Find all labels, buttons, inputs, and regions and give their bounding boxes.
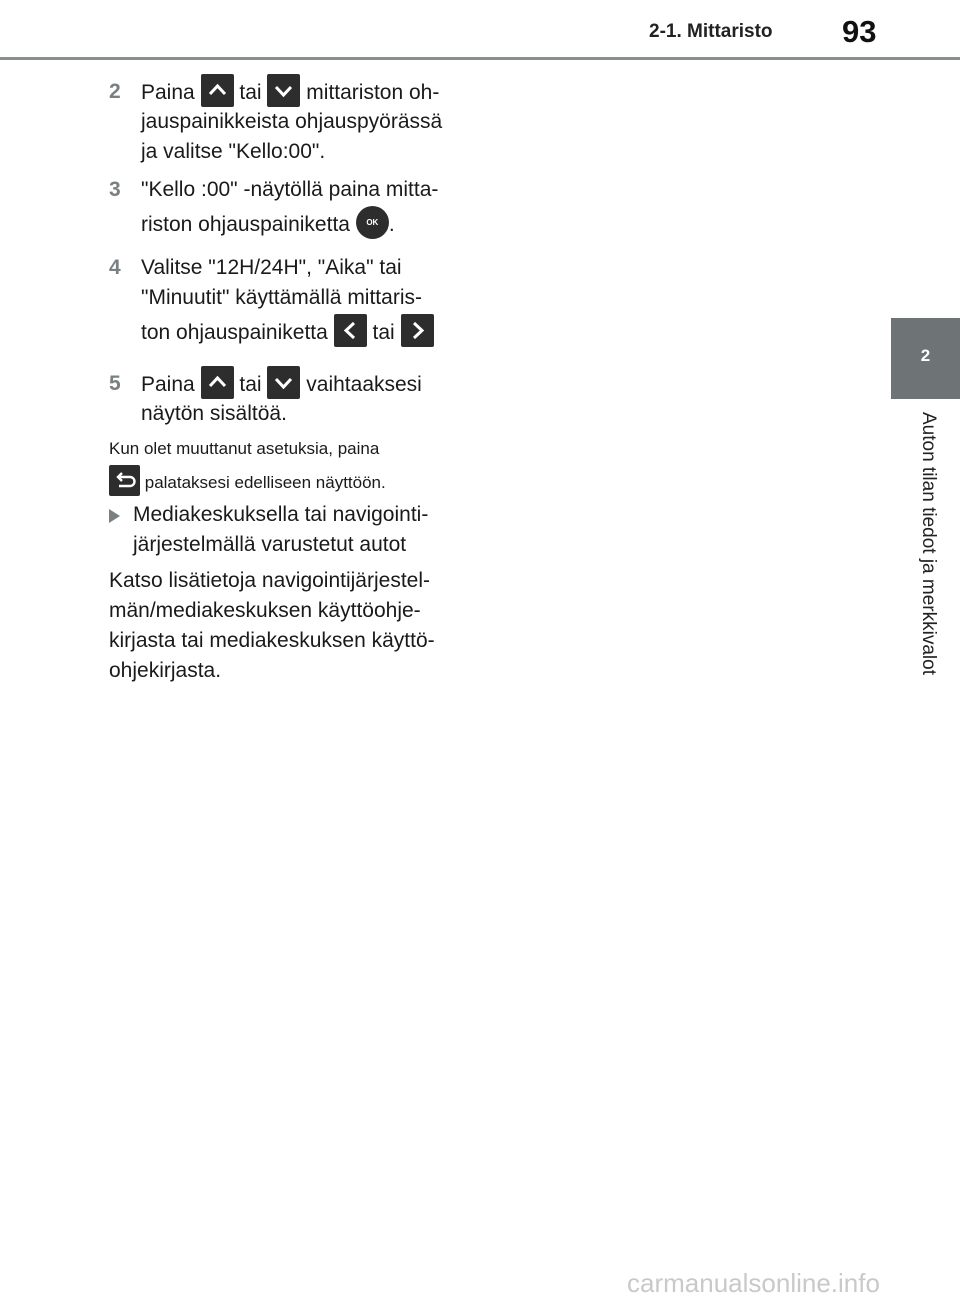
note-text: palataksesi edelliseen näyttöön. <box>144 473 386 492</box>
step-text: mittariston oh- <box>306 81 440 105</box>
step-text: Paina <box>141 373 195 397</box>
chapter-tab <box>891 318 960 399</box>
triangle-bullet-icon <box>109 509 120 523</box>
step-5 <box>109 369 469 429</box>
header-rule <box>0 57 960 60</box>
note <box>109 432 489 500</box>
step-text: . <box>388 213 395 236</box>
back-arrow-icon <box>109 465 140 496</box>
step-text: tai <box>239 373 262 397</box>
ok-button-icon: OK <box>356 206 389 239</box>
bullet-heading <box>109 500 479 560</box>
chevron-right-icon <box>401 314 434 347</box>
paragraph-text: ohjekirjasta. <box>109 659 222 682</box>
step-text: tai <box>372 321 395 344</box>
chevron-up-icon <box>201 74 234 107</box>
chevron-left-icon <box>334 314 367 347</box>
step-2 <box>109 77 469 167</box>
step-number: 2 <box>109 80 121 103</box>
step-text: ton ohjauspainiketta <box>141 321 328 344</box>
step-number: 3 <box>109 178 121 201</box>
step-text: jauspainikkeista ohjauspyörässä <box>141 110 443 133</box>
watermark: carmanualsonline.info <box>627 1268 880 1298</box>
step-text: "Minuutit" käyttämällä mittaris- <box>141 286 422 309</box>
body-paragraph <box>109 566 479 686</box>
step-text: vaihtaaksesi <box>306 373 422 397</box>
step-3 <box>109 175 469 245</box>
bullet-text: Mediakeskuksella tai navigointi- <box>133 503 429 526</box>
chapter-label: Auton tilan tiedot ja merkkivalot <box>918 412 939 675</box>
step-number: 5 <box>109 372 121 395</box>
step-text: "Kello :00" -näytöllä paina mitta- <box>141 178 439 201</box>
note-text: Kun olet muuttanut asetuksia, paina <box>109 439 380 458</box>
step-text: tai <box>239 81 262 105</box>
step-4 <box>109 253 469 353</box>
step-text: Valitse "12H/24H", "Aika" tai <box>141 256 402 279</box>
section-title: 2-1. Mittaristo <box>649 21 773 42</box>
step-text: näytön sisältöä. <box>141 402 287 425</box>
chevron-down-icon <box>267 74 300 107</box>
page-number: 93 <box>842 14 877 49</box>
chevron-down-icon <box>267 366 300 399</box>
step-text: riston ohjauspainiketta <box>141 213 350 236</box>
paragraph-text: män/mediakeskuksen käyttöohje- <box>109 599 421 622</box>
step-text: Paina <box>141 81 195 105</box>
paragraph-text: Katso lisätietoja navigointijärjestel- <box>109 569 430 592</box>
chapter-number: 2 <box>920 346 931 365</box>
step-number: 4 <box>109 256 121 279</box>
bullet-text: järjestelmällä varustetut autot <box>133 533 407 556</box>
chevron-up-icon <box>201 366 234 399</box>
paragraph-text: kirjasta tai mediakeskuksen käyttö- <box>109 629 435 652</box>
step-text: ja valitse "Kello:00". <box>141 140 326 163</box>
